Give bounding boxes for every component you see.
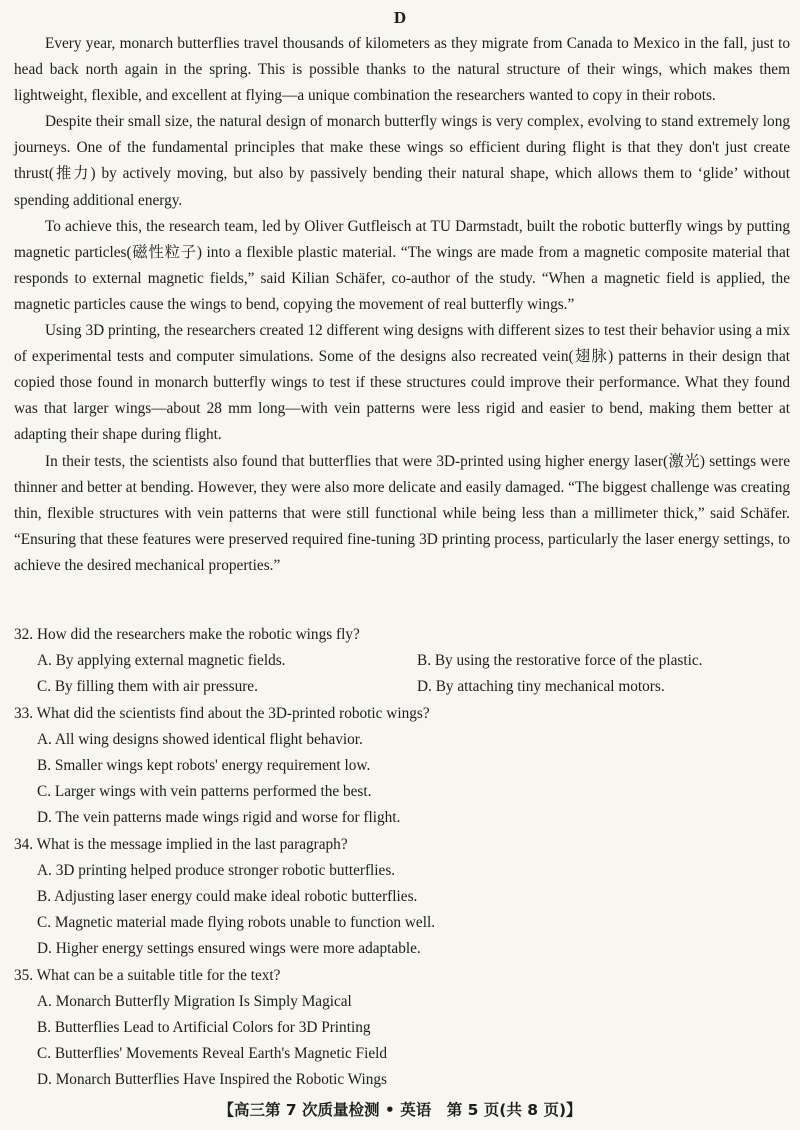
question-34 [14,832,790,963]
question-35 [14,963,790,1094]
option-grid [14,648,790,700]
question-stem: 32. How did the researchers make the robotic wings fly? [14,626,360,643]
passage-paragraph: In their tests, the scientists also found that butterflies that were 3D-printed using higher energy laser(激光) settings were thinner and better at bending. However, they were also more delicate and easily damaged. “The biggest challenge was creating thin, flexible structures with vein patterns that were still functional while being less than a millimeter thick,” said Schäfer. “Ensuring that these features were preserved required fine-tuning 3D printing process, particularly the laser energy settings, to achieve the desired mechanical properties.” [14,452,790,574]
passage-paragraph: Every year, monarch butterflies travel thousands of kilometers as they migrate from Canada to Mexico in the fall, just to head back north again in the spring. This is possible thanks to the natural structure of their wings, which makes them lightweight, flexible, and excellent at flying—a unique combination the researchers wanted to copy in their robots. [14,35,790,105]
option-d: D. The vein patterns made wings rigid and worse for flight. [37,809,401,827]
passage-paragraph: To achieve this, the research team, led by Oliver Gutfleisch at TU Darmstadt, built the robotic butterfly wings by putting magnetic particles(磁性粒子) into a flexible plastic material. “The wings are made from a magnetic composite material that responds to external magnetic fields,” said Kilian Schäfer, co-author of the study. “When a magnetic field is applied, the magnetic particles cause the wings to bend, copying the movement of real butterfly wings.” [14,217,790,313]
question-33 [14,701,790,832]
option-b: B. Smaller wings kept robots' energy requirement low. [37,757,371,775]
option-d: D. By attaching tiny mechanical motors. [417,678,665,696]
option-a: A. By applying external magnetic fields. [37,652,286,670]
option-c: C. Larger wings with vein patterns performed the best. [37,783,372,801]
option-c: C. Magnetic material made flying robots unable to function well. [37,914,436,932]
section-heading: D [393,8,407,27]
option-a: A. Monarch Butterfly Migration Is Simply Magical [37,992,352,1010]
option-a: A. 3D printing helped produce stronger robotic butterflies. [37,861,396,879]
option-c: C. Butterflies' Movements Reveal Earth's Magnetic Field [37,1045,388,1063]
option-b: B. Adjusting laser energy could make ideal robotic butterflies. [37,888,418,906]
question-32 [14,622,790,701]
reading-passage [14,31,790,579]
option-d: D. Higher energy settings ensured wings were more adaptable. [37,940,421,958]
option-a: A. All wing designs showed identical flight behavior. [37,730,363,748]
option-d: D. Monarch Butterflies Have Inspired the Robotic Wings [37,1071,388,1089]
option-b: B. By using the restorative force of the plastic. [417,652,703,670]
question-stem: 34. What is the message implied in the last paragraph? [14,835,348,853]
question-stem: 35. What can be a suitable title for the text? [14,966,281,984]
option-c: C. By filling them with air pressure. [37,678,258,696]
page-footer: 【高三第 7 次质量检测 • 英语 第 5 页(共 8 页)】 [218,1101,582,1119]
question-list [14,622,790,1094]
question-stem: 33. What did the scientists find about the 3D-printed robotic wings? [14,704,430,722]
passage-paragraph: Using 3D printing, the researchers created 12 different wing designs with different sizes to test their behavior using a mix of experimental tests and computer simulations. Some of the designs also recreated vein(翅脉) patterns in their design that copied those found in monarch butterfly wings to test if these structures could improve their performance. What they found was that larger wings—about 28 mm long—with vein patterns were less rigid and easier to bend, making them better at adapting their shape during flight. [14,322,790,444]
option-b: B. Butterflies Lead to Artificial Colors for 3D Printing [37,1019,371,1037]
passage-paragraph: Despite their small size, the natural design of monarch butterfly wings is very complex, evolving to stand extremely long journeys. One of the fundamental principles that make these wings so efficient during flight is that they don't just create thrust(推力) by actively moving, but also by passively bending their natural shape, which allows them to ‘glide’ without spending additional energy. [14,113,790,209]
